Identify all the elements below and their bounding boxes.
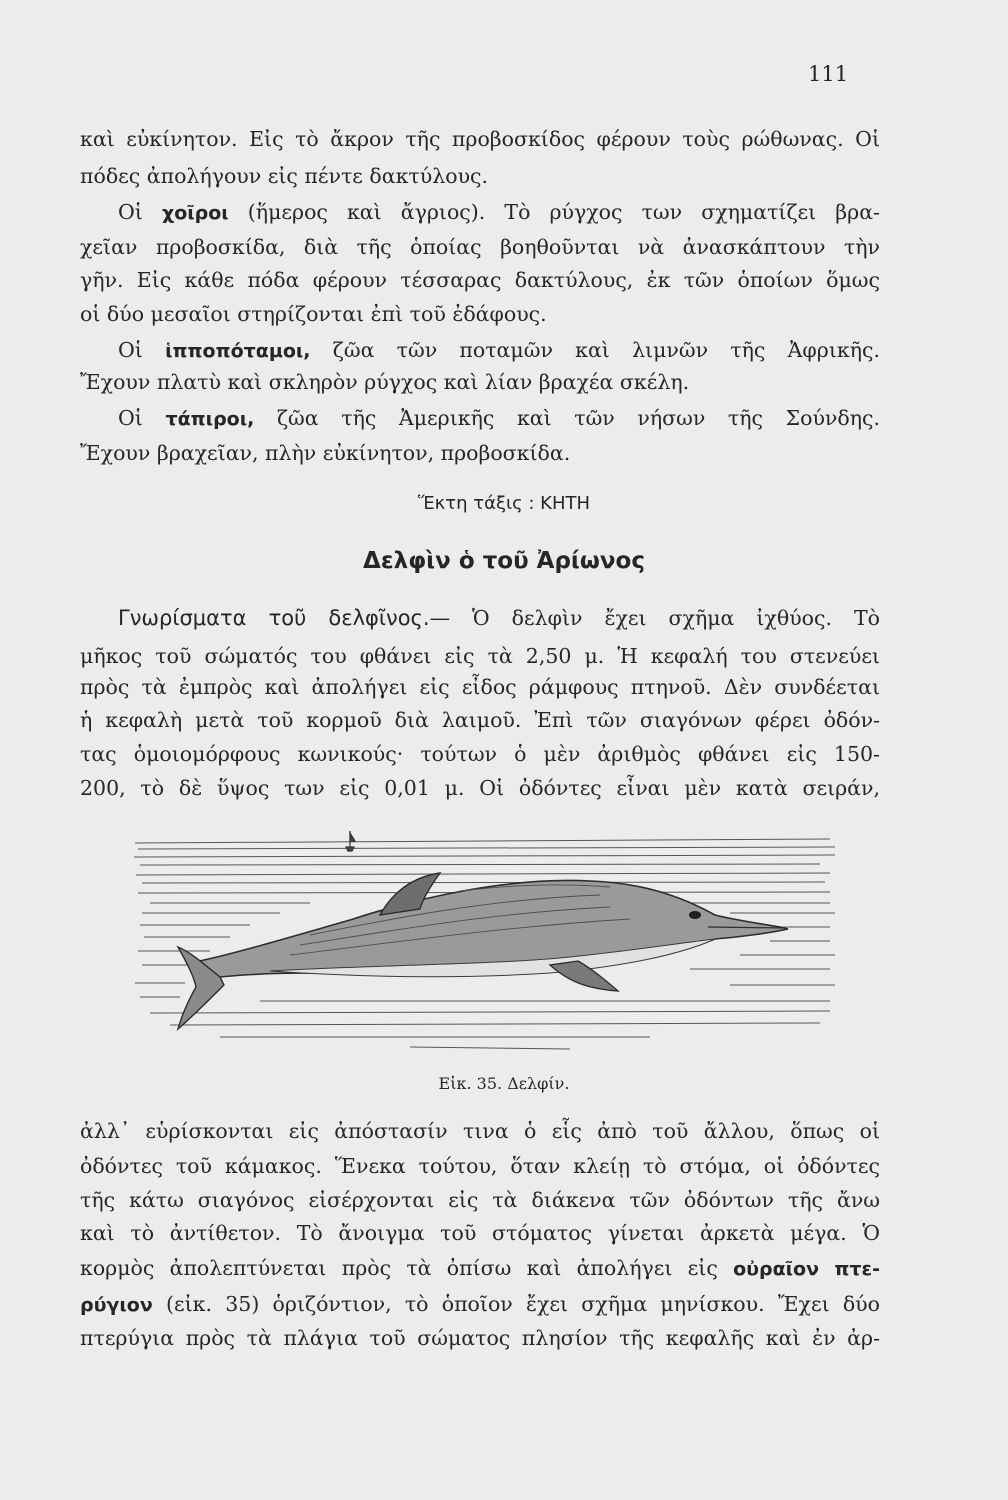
paragraph-pigs (118, 198, 880, 227)
text-line: ἀλλ᾽ εὑρίσκονται εἰς ἀπόστασίν τινα ὁ εἷς ἀπὸ τοῦ ἄλλου, ὅπως οἱ (80, 1119, 880, 1143)
text-line: 200, τὸ δὲ ὕψος των εἰς 0,01 μ. Οἱ ὀδόντες εἶναι μὲν κατὰ σειράν, (80, 776, 880, 800)
text-line: καὶ εὐκίνητον. Εἰς τὸ ἄκρον τῆς προβοσκίδος φέρουν τοὺς ρώθωνας. Οἱ (80, 127, 880, 151)
text-line: πτερύγια πρὸς τὰ πλάγια τοῦ σώματος πλησίον τῆς κεφαλῆς καὶ ἐν ἀρ- (80, 1326, 880, 1350)
text-line: τας ὁμοιομόρφους κωνικούς· τούτων ὁ μὲν ἀριθμὸς φθάνει εἰς 150- (80, 742, 880, 766)
sub-heading: Γνωρίσματα τοῦ δελφῖνος. (118, 606, 430, 630)
text-line: ὀδόντες τοῦ κάμακος. Ἕνεκα τούτου, ὅταν κλείῃ τὸ στόμα, οἱ ὀδόντες (80, 1154, 880, 1178)
term-tail-fin-cont: ρύγιον (80, 1294, 153, 1316)
text-line: χεῖαν προβοσκίδα, διὰ τῆς ὁποίας βοηθοῦνται νὰ ἀνασκάπτουν τὴν (80, 235, 880, 259)
term-tapirs: τάπιροι, (165, 408, 255, 430)
text-line: καὶ τὸ ἀντίθετον. Τὸ ἄνοιγμα τοῦ στόματος γίνεται ἀρκετὰ μέγα. Ὁ (80, 1221, 880, 1245)
text-line: μῆκος τοῦ σώματός του φθάνει εἰς τὰ 2,50 μ. Ἡ κεφαλή του στενεύει (80, 644, 880, 668)
text-line: πόδες ἀπολήγουν εἰς πέντε δακτύλους. (80, 164, 489, 188)
term-tail-fin: οὐραῖον πτε- (733, 1258, 881, 1280)
dolphin-figure (130, 815, 840, 1060)
dolphin-illustration (130, 815, 840, 1060)
term-pigs: χοῖροι (161, 202, 229, 224)
text: (εἰκ. 35) ὁριζόντιον, τὸ ὁποῖον ἔχει σχῆμα μηνίσκου. Ἔχει δύο (152, 1292, 880, 1316)
text-line: πρὸς τὰ ἐμπρὸς καὶ ἀπολήγει εἰς εἶδος ράμφους πτηνοῦ. Δὲν συνδέεται (80, 675, 880, 699)
paragraph-dolphin (118, 604, 880, 632)
text-line: Ἔχουν πλατὺ καὶ σκληρὸν ρύγχος καὶ λίαν βραχέα σκέλη. (80, 370, 690, 394)
paragraph-hippos (118, 336, 880, 365)
text: Οἱ (118, 406, 166, 430)
paragraph-tapirs (118, 404, 880, 433)
text: Οἱ (118, 338, 166, 362)
species-heading: Δελφὶν ὁ τοῦ Ἀρίωνος (363, 548, 645, 574)
text-line: γῆν. Εἰς κάθε πόδα φέρουν τέσσαρας δακτύλους, ἐκ τῶν ὁποίων ὅμως (80, 268, 880, 292)
text: ζῶα τῆς Ἀμερικῆς καὶ τῶν νήσων τῆς Σούνδης. (254, 406, 880, 430)
text: — Ὁ δελφὶν ἔχει σχῆμα ἰχθύος. Τὸ (429, 606, 880, 630)
figure-caption: Εἰκ. 35. Δελφίν. (438, 1074, 570, 1093)
text: ζῶα τῶν ποταμῶν καὶ λιμνῶν τῆς Ἀφρικῆς. (310, 338, 880, 362)
page-number: 111 (808, 62, 849, 86)
text: κορμὸς ἀπολεπτύνεται πρὸς τὰ ὀπίσω καὶ ἀπολήγει εἰς (80, 1256, 734, 1280)
text-line: τῆς κάτω σιαγόνος εἰσέρχονται εἰς τὰ διάκενα τῶν ὀδόντων τῆς ἄνω (80, 1188, 880, 1212)
text-line: οἱ δύο μεσαῖοι στηρίζονται ἐπὶ τοῦ ἐδάφους. (80, 302, 547, 326)
text-line-with-term (80, 1290, 880, 1319)
text: Οἱ (118, 200, 162, 224)
text-line: Ἔχουν βραχεῖαν, πλὴν εὐκίνητον, προβοσκίδα. (80, 441, 571, 465)
class-heading: Ἕκτη τάξις : ΚΗΤΗ (417, 493, 591, 514)
text-line: ἡ κεφαλὴ μετὰ τοῦ κορμοῦ διὰ λαιμοῦ. Ἐπὶ τῶν σιαγόνων φέρει ὀδόν- (80, 708, 880, 732)
term-hippos: ἱπποπόταμοι, (165, 340, 311, 362)
text-line-with-term (80, 1254, 880, 1283)
text: (ἥμερος καὶ ἄγριος). Τὸ ρύγχος των σχηματίζει βρα- (228, 200, 880, 224)
